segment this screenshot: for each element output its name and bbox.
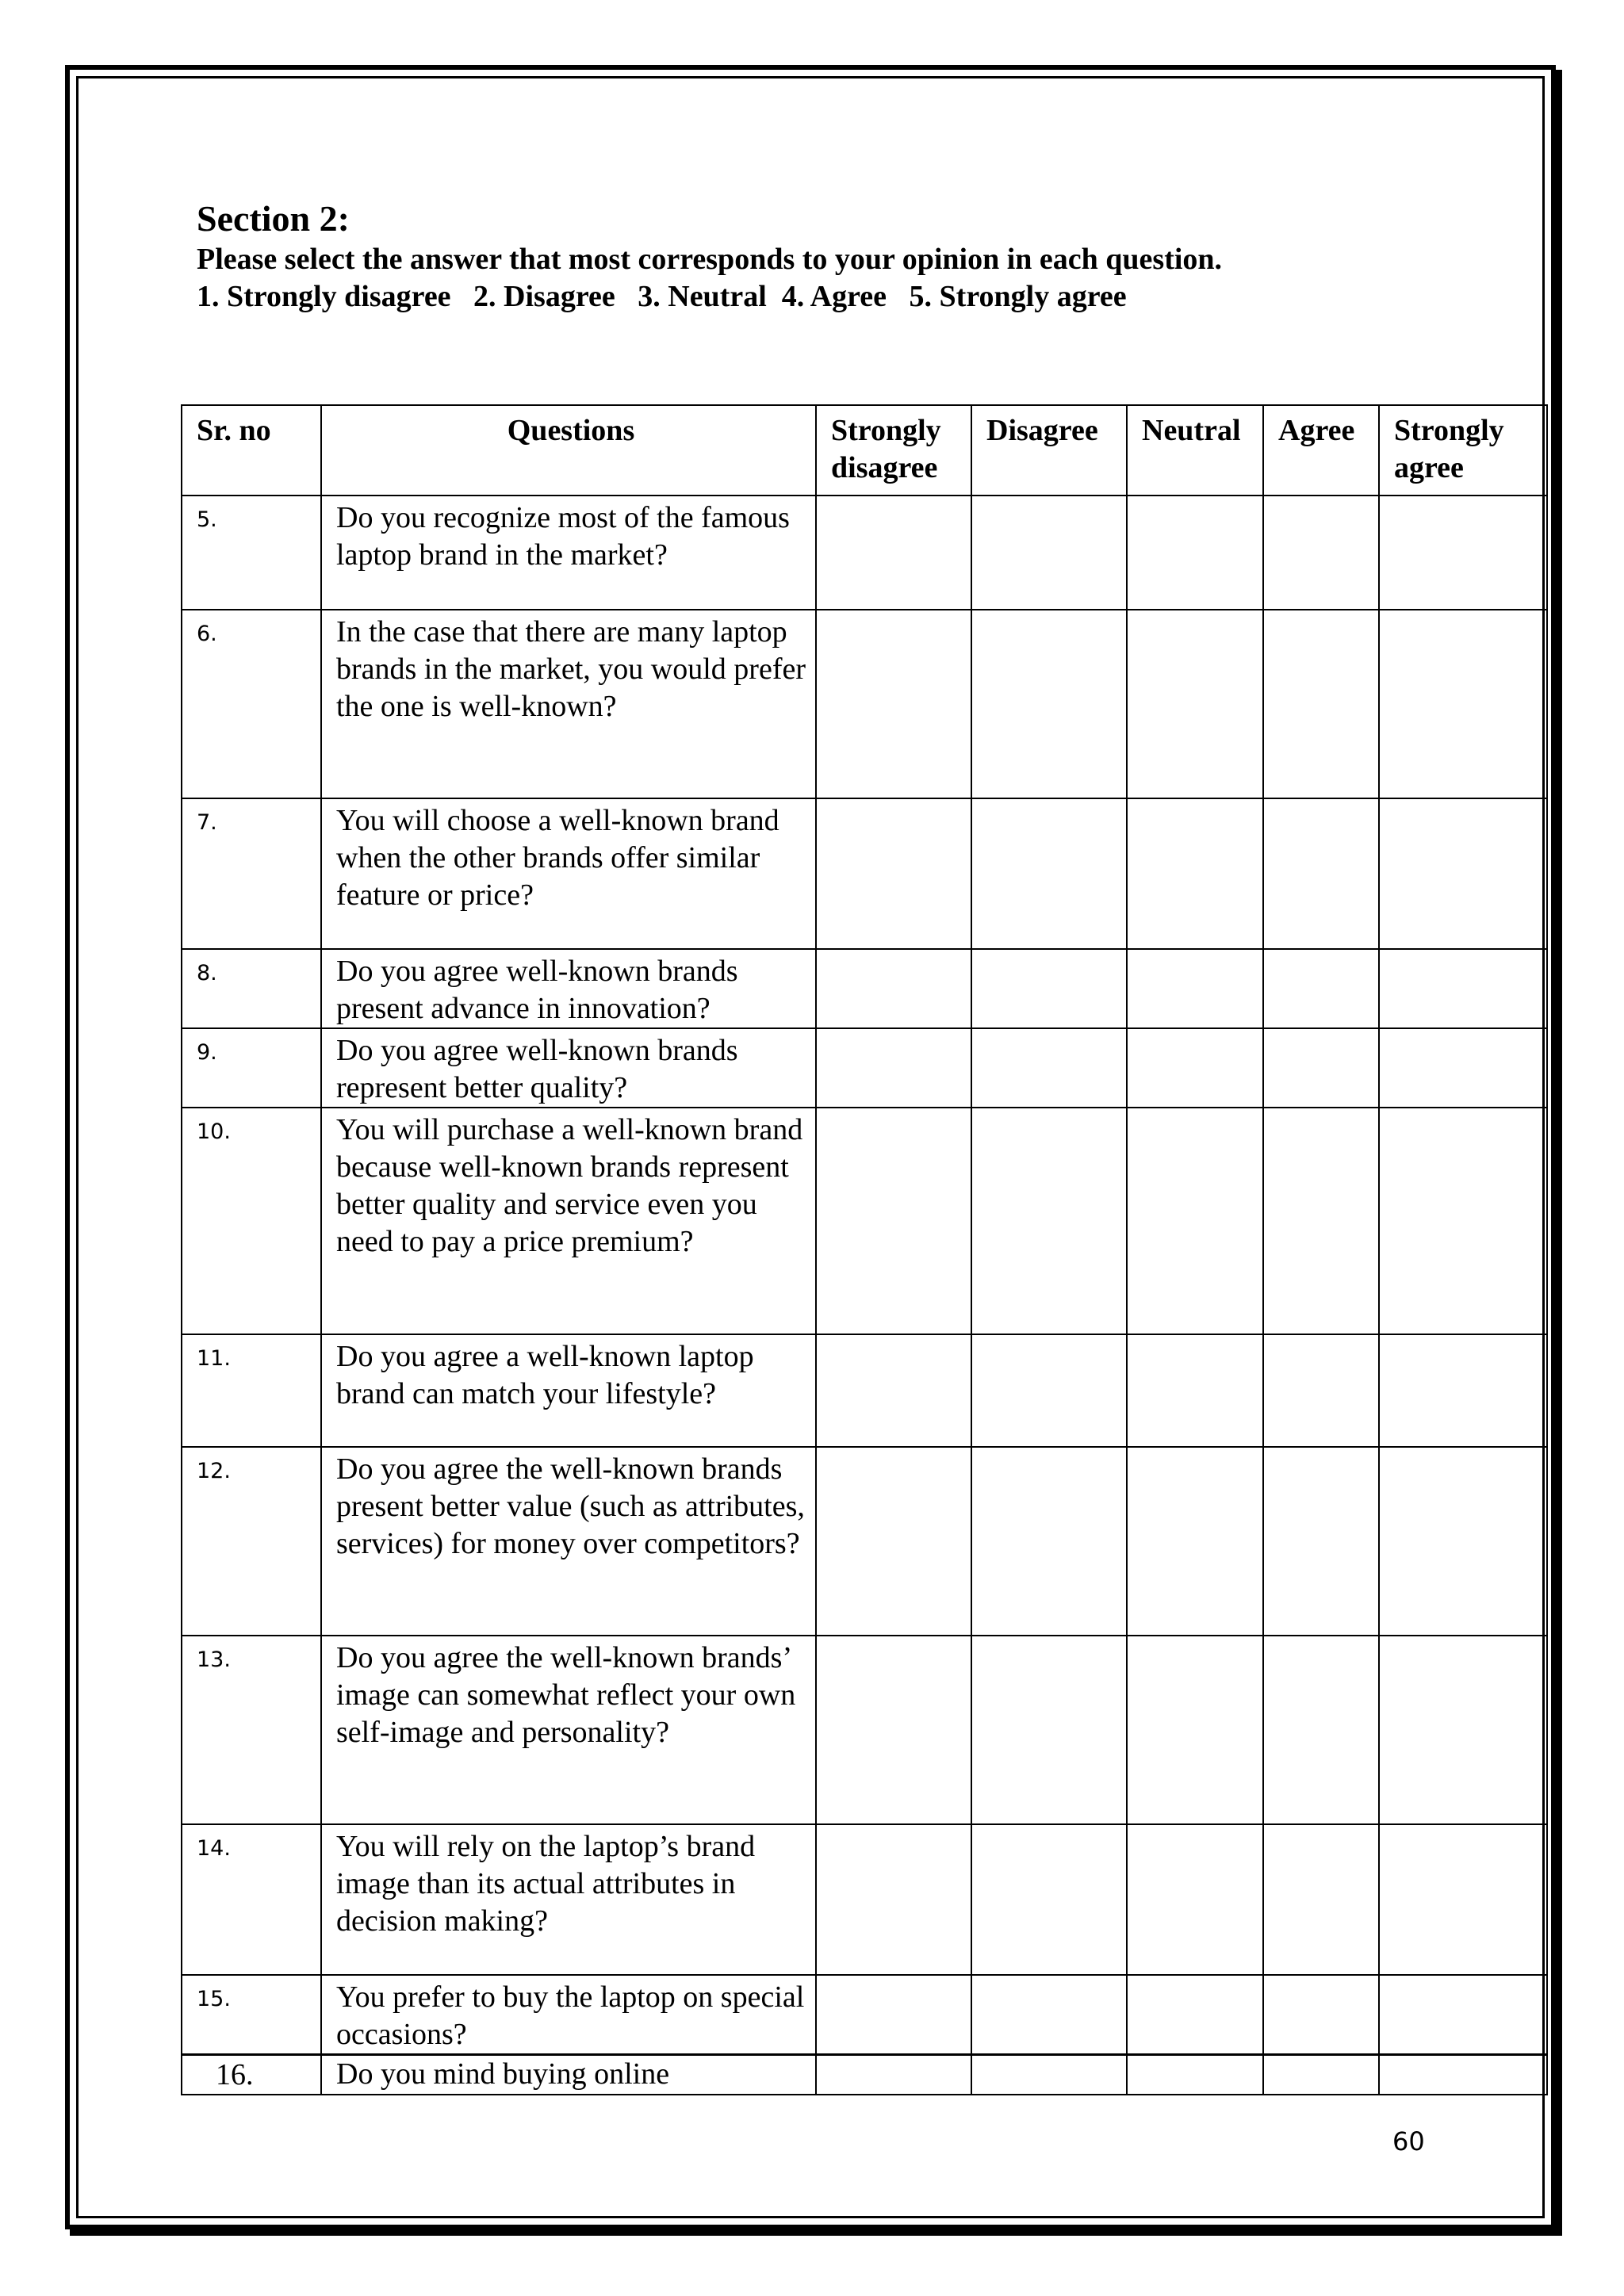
answer-cell-strongly-disagree[interactable] [816, 2055, 971, 2095]
header-sr-no: Sr. no [182, 405, 321, 496]
row-sr: 9. [182, 1028, 321, 1108]
answer-cell-disagree[interactable] [971, 949, 1127, 1028]
answer-cell-neutral[interactable] [1127, 1824, 1263, 1975]
rating-scale: 1. Strongly disagree 2. Disagree 3. Neutral 4. Agree 5. Strongly agree [197, 280, 1127, 313]
answer-cell-agree[interactable] [1263, 610, 1379, 798]
row-sr: 16. [182, 2055, 321, 2095]
answer-cell-agree[interactable] [1263, 798, 1379, 949]
page-border-shadow-right [1556, 70, 1562, 2234]
row-question: You prefer to buy the laptop on special occasions? [321, 1975, 816, 2055]
row-sr: 7. [182, 798, 321, 949]
answer-cell-strongly-agree[interactable] [1379, 1334, 1547, 1447]
answer-cell-disagree[interactable] [971, 1108, 1127, 1334]
answer-cell-agree[interactable] [1263, 1108, 1379, 1334]
section-title: Section 2: [197, 198, 350, 239]
table-row [182, 496, 1547, 610]
row-question: You will purchase a well-known brand because well-known brands represent better quality and service even you need to pay a price premium? [321, 1108, 816, 1334]
answer-cell-strongly-agree[interactable] [1379, 2055, 1547, 2095]
answer-cell-disagree[interactable] [971, 2055, 1127, 2095]
header-neutral: Neutral [1127, 405, 1263, 496]
answer-cell-strongly-agree[interactable] [1379, 798, 1547, 949]
answer-cell-strongly-disagree[interactable] [816, 1824, 971, 1975]
answer-cell-neutral[interactable] [1127, 1975, 1263, 2055]
row-question: Do you agree a well-known laptop brand can match your lifestyle? [321, 1334, 816, 1447]
table-row [182, 798, 1547, 949]
row-question: Do you mind buying online [321, 2055, 816, 2095]
row-sr: 13. [182, 1636, 321, 1824]
row-question: You will choose a well-known brand when the other brands offer similar feature or price? [321, 798, 816, 949]
answer-cell-agree[interactable] [1263, 1334, 1379, 1447]
table-row [182, 1824, 1547, 1975]
row-question: Do you recognize most of the famous laptop brand in the market? [321, 496, 816, 610]
row-question: Do you agree the well-known brands present better value (such as attributes, services) for money over competitors? [321, 1447, 816, 1636]
row-question: In the case that there are many laptop brands in the market, you would prefer the one is well-known? [321, 610, 816, 798]
row-question: Do you agree well-known brands represent better quality? [321, 1028, 816, 1108]
section-instruction: Please select the answer that most corresponds to your opinion in each question. [197, 243, 1223, 276]
table-row [182, 1334, 1547, 1447]
answer-cell-strongly-disagree[interactable] [816, 949, 971, 1028]
answer-cell-strongly-disagree[interactable] [816, 1447, 971, 1636]
table-row [182, 1447, 1547, 1636]
row-sr: 8. [182, 949, 321, 1028]
table-row [182, 1108, 1547, 1334]
table-row [182, 949, 1547, 1028]
answer-cell-disagree[interactable] [971, 1975, 1127, 2055]
table-row [182, 2055, 1547, 2095]
answer-cell-neutral[interactable] [1127, 1447, 1263, 1636]
row-question: Do you agree the well-known brands’ image can somewhat reflect your own self-image and personality? [321, 1636, 816, 1824]
table-row [182, 1636, 1547, 1824]
table-row [182, 610, 1547, 798]
answer-cell-agree[interactable] [1263, 1824, 1379, 1975]
answer-cell-neutral[interactable] [1127, 2055, 1263, 2095]
answer-cell-disagree[interactable] [971, 610, 1127, 798]
header-agree: Agree [1263, 405, 1379, 496]
answer-cell-strongly-disagree[interactable] [816, 1636, 971, 1824]
answer-cell-neutral[interactable] [1127, 1334, 1263, 1447]
header-disagree: Disagree [971, 405, 1127, 496]
answer-cell-strongly-agree[interactable] [1379, 949, 1547, 1028]
section-heading [197, 197, 1222, 316]
answer-cell-strongly-disagree[interactable] [816, 1108, 971, 1334]
answer-cell-agree[interactable] [1263, 1975, 1379, 2055]
row-sr: 15. [182, 1975, 321, 2055]
page-number: 60 [1392, 2126, 1425, 2156]
answer-cell-neutral[interactable] [1127, 949, 1263, 1028]
answer-cell-agree[interactable] [1263, 1028, 1379, 1108]
header-strongly-disagree: Strongly disagree [816, 405, 971, 496]
row-sr: 11. [182, 1334, 321, 1447]
answer-cell-agree[interactable] [1263, 496, 1379, 610]
answer-cell-strongly-agree[interactable] [1379, 610, 1547, 798]
answer-cell-neutral[interactable] [1127, 496, 1263, 610]
row-sr: 5. [182, 496, 321, 610]
answer-cell-strongly-agree[interactable] [1379, 1447, 1547, 1636]
row-sr: 12. [182, 1447, 321, 1636]
row-sr: 14. [182, 1824, 321, 1975]
answer-cell-neutral[interactable] [1127, 1636, 1263, 1824]
table-header-row [182, 405, 1547, 496]
answer-cell-strongly-agree[interactable] [1379, 1824, 1547, 1975]
row-question: Do you agree well-known brands present advance in innovation? [321, 949, 816, 1028]
answer-cell-strongly-disagree[interactable] [816, 1028, 971, 1108]
answer-cell-disagree[interactable] [971, 496, 1127, 610]
answer-cell-strongly-disagree[interactable] [816, 496, 971, 610]
answer-cell-agree[interactable] [1263, 2055, 1379, 2095]
page-border-shadow-bottom [70, 2229, 1562, 2236]
answer-cell-strongly-agree[interactable] [1379, 496, 1547, 610]
header-strongly-agree: Strongly agree [1379, 405, 1547, 496]
answer-cell-strongly-agree[interactable] [1379, 1636, 1547, 1824]
survey-table [181, 404, 1548, 2095]
answer-cell-neutral[interactable] [1127, 1108, 1263, 1334]
answer-cell-strongly-disagree[interactable] [816, 1975, 971, 2055]
answer-cell-neutral[interactable] [1127, 798, 1263, 949]
answer-cell-agree[interactable] [1263, 949, 1379, 1028]
row-sr: 6. [182, 610, 321, 798]
answer-cell-strongly-agree[interactable] [1379, 1975, 1547, 2055]
table-row [182, 1028, 1547, 1108]
answer-cell-agree[interactable] [1263, 1447, 1379, 1636]
answer-cell-neutral[interactable] [1127, 610, 1263, 798]
answer-cell-strongly-agree[interactable] [1379, 1108, 1547, 1334]
answer-cell-strongly-agree[interactable] [1379, 1028, 1547, 1108]
row-question: You will rely on the laptop’s brand image than its actual attributes in decision making? [321, 1824, 816, 1975]
answer-cell-disagree[interactable] [971, 1447, 1127, 1636]
answer-cell-neutral[interactable] [1127, 1028, 1263, 1108]
answer-cell-disagree[interactable] [971, 1824, 1127, 1975]
answer-cell-disagree[interactable] [971, 1636, 1127, 1824]
header-questions: Questions [321, 405, 816, 496]
answer-cell-strongly-disagree[interactable] [816, 610, 971, 798]
answer-cell-strongly-disagree[interactable] [816, 798, 971, 949]
answer-cell-agree[interactable] [1263, 1636, 1379, 1824]
row-sr: 10. [182, 1108, 321, 1334]
answer-cell-disagree[interactable] [971, 798, 1127, 949]
table-row [182, 1975, 1547, 2055]
answer-cell-disagree[interactable] [971, 1334, 1127, 1447]
answer-cell-strongly-disagree[interactable] [816, 1334, 971, 1447]
answer-cell-disagree[interactable] [971, 1028, 1127, 1108]
